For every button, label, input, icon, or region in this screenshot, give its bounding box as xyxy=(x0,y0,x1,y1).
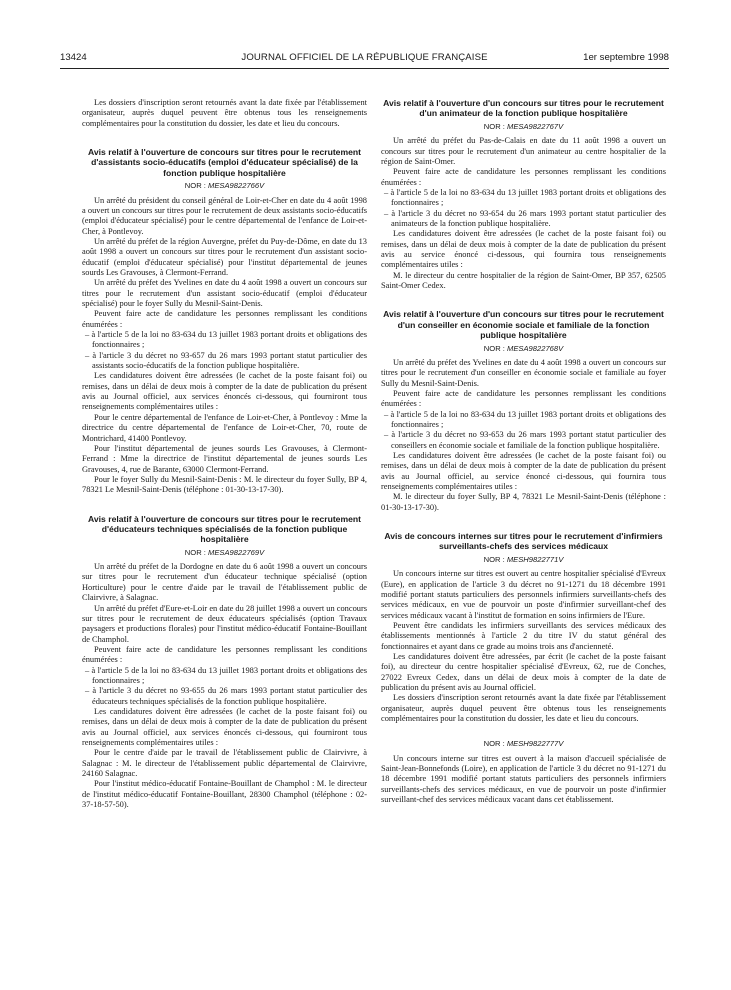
paragraph: Peuvent faire acte de candidature les personnes remplissant les conditions énumérées : xyxy=(82,309,367,329)
paragraph: Les dossiers d'inscription seront retournés avant la date fixée par l'établissement organisateur, auprès duquel peuvent être obtenus tous les renseignements complémentaires pour la constitution du dossier, les date et lieu du concours. xyxy=(381,693,666,723)
notice-title: Avis relatif à l'ouverture de concours sur titres pour le recrutement d'éducateurs techniques spécialisés de la fonction publique hospitalière xyxy=(88,513,361,545)
list-item: – à l'article 3 du décret no 93-654 du 26 mars 1993 portant statut particulier des animateurs de la fonction publique hospitalière. xyxy=(384,208,666,228)
nor-reference: NOR : MESA9822768V xyxy=(483,343,564,353)
issue-date: 1er septembre 1998 xyxy=(583,52,669,63)
paragraph: Les candidatures doivent être adressées, par écrit (le cachet de la poste faisant foi), au directeur du centre hospitalier spécialisé d'Evreux, 62, rue de Conches, 27022 Evreux Cedex, dans un délai de deux mois à compter de la date de publication du présent avis au Journal officiel. xyxy=(381,651,666,692)
nor-reference: NOR : MESH9822777V xyxy=(483,739,564,749)
list-item: – à l'article 5 de la loi no 83-634 du 13 juillet 1983 portant droits et obligations des fonctionnaires ; xyxy=(384,187,666,208)
paragraph: Un arrêté du préfet de la région Auvergne, préfet du Puy-de-Dôme, en date du 13 août 1998 a ouvert un concours sur titres pour le recrutement d'un assistant socio-éducatif (emploi d'éducateur spécialisé) pour l'institut départemental de jeunes sourds Les Gravouses, à Clermont-Ferrand. xyxy=(82,236,367,277)
list-item: – à l'article 3 du décret no 93-655 du 26 mars 1993 portant statut particulier des éducateurs techniques spécialisés de la fonction publique hospitalière. xyxy=(85,686,367,706)
nor-reference: NOR : MESH9822771V xyxy=(483,554,564,564)
page-header xyxy=(60,52,669,66)
paragraph: Un concours interne sur titres est ouvert au centre hospitalier spécialisé d'Evreux (Eure), en application de l'article 3 du décret no 91-1271 du 18 décembre 1991 modifié portant statuts particuliers des personnels infirmiers surveillants-chefs des services médicaux, en vue de pourvoir un poste d'infirmier surveillant-chef des services médicaux vacant à l'institut de formation en soins infirmiers de l'Eure. xyxy=(381,569,666,620)
nor-code: MESA9822768V xyxy=(507,343,564,353)
list-item: – à l'article 5 de la loi no 83-634 du 13 juillet 1983 portant droits et obligations des fonctionnaires ; xyxy=(85,665,367,685)
paragraph: Un concours interne sur titres est ouvert à la maison d'accueil spécialisée de Saint-Jean-Bonnefonds (Loire), en application de l'article 3 du décret no 91-1271 du 18 décembre 1991 modifié portant statuts particuliers des personnels infirmiers surveillants-chefs des services médicaux, en vue de pourvoir un poste d'infirmier surveillant-chef des services médicaux vacant dans cet établissement. xyxy=(381,753,666,805)
notice-title: Avis de concours internes sur titres pour le recrutement d'infirmiers surveillants-chefs des services médicaux xyxy=(384,531,663,552)
nor-reference: NOR : MESA9822769V xyxy=(184,547,265,557)
nor-code: MESA9822769V xyxy=(208,547,265,557)
paragraph: Les candidatures doivent être adressées (le cachet de la poste faisant foi) ou remises, dans un délai de deux mois à compter de la date de publication du présent avis au Journal officiel, aux services énoncés ci-dessous, qui fourniront tous renseignements complémentaires utiles : xyxy=(82,371,367,412)
nor-reference: NOR : MESA9822766V xyxy=(184,181,265,191)
notice-conseiller-esf xyxy=(381,309,666,513)
paragraph: Pour le foyer Sully du Mesnil-Saint-Denis : M. le directeur du foyer Sully, BP 4, 78321 Le Mesnil-Saint-Denis (téléphone : 01-30-13-17-30). xyxy=(82,474,367,495)
page-number: 13424 xyxy=(60,52,87,63)
list-item: – à l'article 3 du décret no 93-657 du 26 mars 1993 portant statut particulier des assistants socio-éducatifs de la fonction publique hospitalière. xyxy=(85,350,367,371)
journal-title: JOURNAL OFFICIEL DE LA RÉPUBLIQUE FRANÇAISE xyxy=(241,52,488,63)
header-rule xyxy=(60,68,669,69)
paragraph: Peuvent faire acte de candidature les personnes remplissant les conditions énumérées : xyxy=(381,388,666,409)
nor-code: MESA9822767V xyxy=(507,121,564,131)
paragraph: M. le directeur du centre hospitalier de la région de Saint-Omer, BP 357, 62505 Saint-Omer Cedex. xyxy=(381,270,666,290)
notice-animateur xyxy=(381,98,666,291)
notice-educateurs-techniques xyxy=(82,514,367,811)
paragraph: Un arrêté du préfet des Yvelines en date du 4 août 1998 a ouvert un concours sur titres pour le recrutement d'un conseiller en économie sociale et familiale au foyer Sully du Mesnil-Saint-Denis. xyxy=(381,357,666,388)
paragraph: Un arrêté du préfet du Pas-de-Calais en date du 11 août 1998 a ouvert un concours sur titres pour le recrutement d'un animateur au centre hospitalier de la région de Saint-Omer. xyxy=(381,136,666,166)
notice-title: Avis relatif à l'ouverture d'un concours sur titres pour le recrutement d'un animateur de la fonction publique hospitalière xyxy=(383,98,664,119)
notice-socio-educatifs xyxy=(82,147,367,496)
paragraph: Un arrêté du préfet de la Dordogne en date du 6 août 1998 a ouvert un concours sur titres pour le recrutement d'un éducateur technique spécialisé (option Horticulture) pour le centre d'aide par le travail de l'établissement public de Clairvivre, à Salagnac. xyxy=(82,562,367,603)
list-item: – à l'article 5 de la loi no 83-634 du 13 juillet 1983 portant droits et obligations des fonctionnaires ; xyxy=(85,330,367,350)
left-column xyxy=(82,98,367,810)
nor-code: MESH9822771V xyxy=(506,554,564,564)
paragraph: Pour le centre départemental de l'enfance de Loir-et-Cher, à Pontlevoy : Mme la directrice du centre départemental de l'enfance de Loir-et-Cher, 70, route de Montrichard, 41400 Pontlevoy. xyxy=(82,412,367,443)
paragraph: Peuvent faire acte de candidature les personnes remplissant les conditions énumérées : xyxy=(381,167,666,187)
paragraph: Pour l'institut médico-éducatif Fontaine-Bouillant de Champhol : M. le directeur de l'institut médico-éducatif Fontaine-Bouillant, 28300 Champhol (téléphone : 02-37-18-57-50). xyxy=(82,779,367,810)
right-column xyxy=(381,98,666,805)
notice-surveillants-chefs xyxy=(381,531,666,724)
paragraph: Les candidatures doivent être adressées (le cachet de la poste faisant foi) ou remises, dans un délai de deux mois à compter de la date de publication du présent avis au service énoncé ci-dessous, qui fournira tous renseignements complémentaires utiles : xyxy=(381,229,666,270)
paragraph: M. le directeur du foyer Sully, BP 4, 78321 Le Mesnil-Saint-Denis (téléphone : 01-30-13-17-30). xyxy=(381,492,666,512)
paragraph: Un arrêté du président du conseil général de Loir-et-Cher en date du 4 août 1998 a ouvert un concours sur titres pour le recrutement de deux assistants socio-éducatifs (emploi d'éducateur spécialisé) pour le centre départemental de l'enfance de Loir-et-Cher, à Pontlevoy. xyxy=(82,195,367,236)
list-item: – à l'article 3 du décret no 93-653 du 26 mars 1993 portant statut particulier des conseillers en économie sociale et familiale de la fonction publique hospitalière. xyxy=(384,430,666,450)
paragraph: Un arrêté du préfet d'Eure-et-Loir en date du 28 juillet 1998 a ouvert un concours sur titres pour le recrutement de deux éducateurs spécialisés (option Travaux paysagers et productions florales) pour l'institut médico-éducatif Fontaine-Bouillant de Champhol. xyxy=(82,603,367,644)
notice-title: Avis relatif à l'ouverture de concours sur titres pour le recrutement d'assistants socio-éducatifs (emploi d'éducateur spécialisé) de la fonction publique hospitalière xyxy=(88,147,361,178)
paragraph: Pour le centre d'aide par le travail de l'établissement public de Clairvivre, à Salagnac : M. le directeur de l'établissement public départemental de Clairvivre, 24160 Salagnac. xyxy=(82,748,367,778)
nor-reference: NOR : MESA9822767V xyxy=(483,121,564,131)
paragraph: Peuvent être candidats les infirmiers surveillants des services médicaux des établissements mentionnés à l'article 2 du titre IV du statut général des fonctionnaires et ayant dans ce grade au moins trois ans d'ancienneté. xyxy=(381,620,666,651)
paragraph: Les candidatures doivent être adressées (le cachet de la poste faisant foi) ou remises, dans un délai de deux mois à compter de la date de publication du présent avis au Journal officiel, au service énoncé ci-dessous, qui fournira tous renseignements complémentaires utiles : xyxy=(381,450,666,491)
list-item: – à l'article 5 de la loi no 83-634 du 13 juillet 1983 portant droits et obligations des fonctionnaires ; xyxy=(384,409,666,429)
notice-saint-jean-bonnefonds xyxy=(381,739,666,805)
nor-code: MESA9822766V xyxy=(208,181,265,191)
paragraph: Peuvent faire acte de candidature les personnes remplissant les conditions énumérées : xyxy=(82,644,367,665)
paragraph: Les candidatures doivent être adressées (le cachet de la poste faisant foi) ou remises, dans un délai de deux mois à compter de la date de publication du présent avis au Journal officiel, aux services énoncés ci-dessous, qui fourniront tous renseignements complémentaires utiles : xyxy=(82,706,367,747)
notice-title: Avis relatif à l'ouverture d'un concours sur titres pour le recrutement d'un conseiller en économie sociale et familiale de la fonction publique hospitalière xyxy=(383,309,664,341)
paragraph: Pour l'institut départemental de jeunes sourds Les Gravouses, à Clermont-Ferrand : Mme la directrice de l'institut départemental de jeunes sourds Les Gravouses, 4, rue de Barante, 63000 Clermont-Ferrand. xyxy=(82,443,367,474)
paragraph: Un arrêté du préfet des Yvelines en date du 4 août 1998 a ouvert un concours sur titres pour le recrutement d'un assistant socio-éducatif (emploi d'éducateur spécialisé) pour le foyer Sully du Mesnil-Saint-Denis. xyxy=(82,278,367,309)
nor-code: MESH9822777V xyxy=(506,739,564,749)
intro-paragraph: Les dossiers d'inscription seront retournés avant la date fixée par l'établissement organisateur, auprès duquel peuvent être obtenus tous les renseignements complémentaires pour la constitution du dossier, les date et lieu du concours. xyxy=(82,98,367,128)
